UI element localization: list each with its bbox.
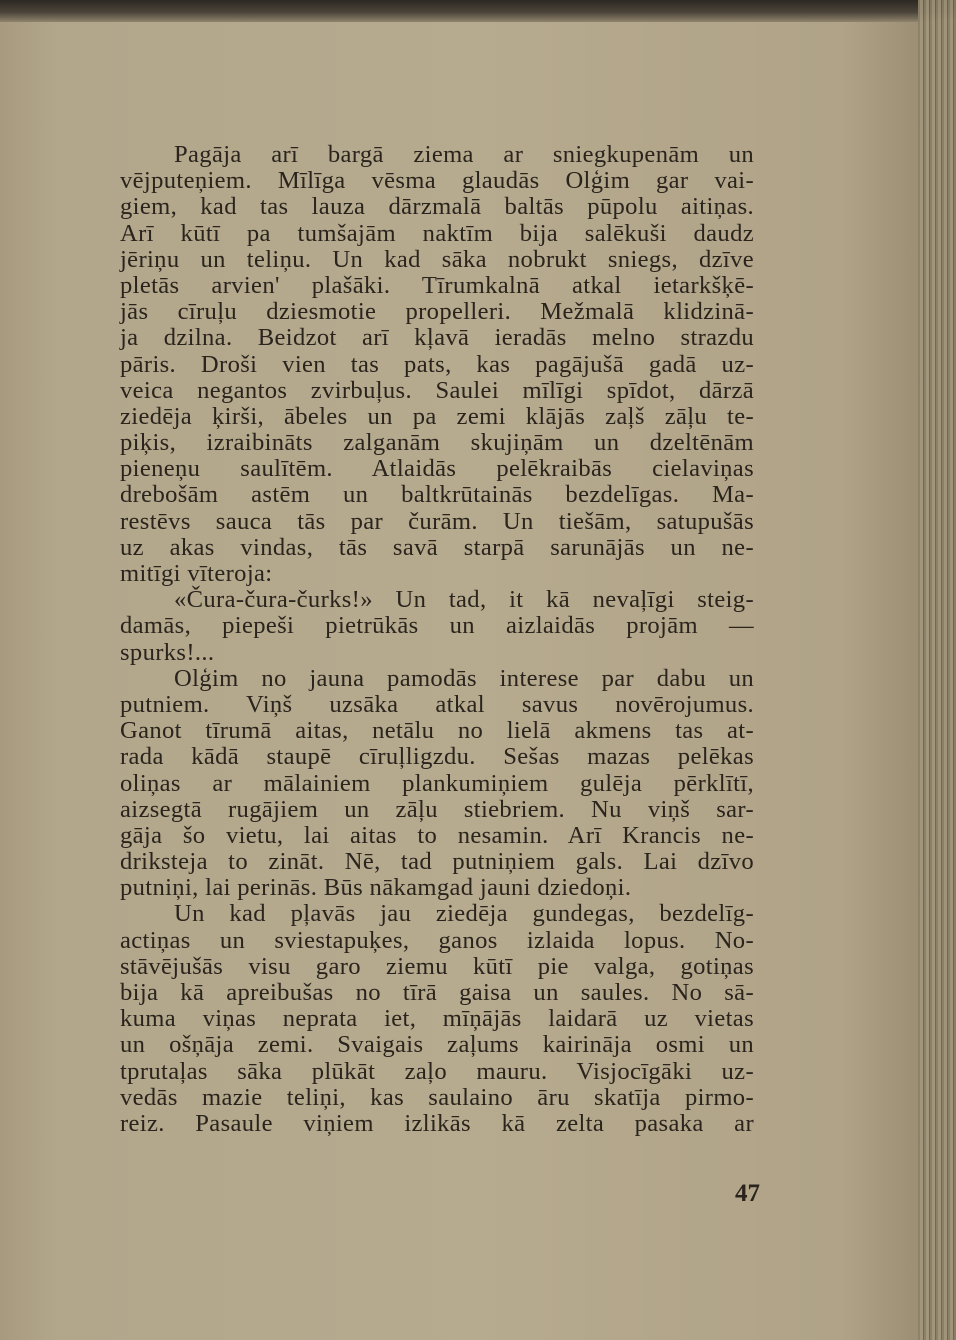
text-line: ja dzilna. Beidzot arī kļavā ieradās melno strazdu [120, 324, 754, 352]
text-line: putniņi, lai perinās. Būs nākamgad jauni dziedoņi. [120, 874, 632, 902]
text-line: mitīgi vīteroja: [120, 560, 273, 587]
text-line: kuma viņas neprata iet, mīņājās laidarā uz vietas [120, 1005, 754, 1033]
text-line: drebošām astēm un baltkrūtainās bezdelīgas. Ma- [120, 481, 754, 509]
text-line: vedās mazie teliņi, kas saulaino āru skatīja pirmo- [120, 1083, 754, 1111]
text-line: Pagāja arī bargā ziema ar sniegkupenām un [174, 141, 754, 168]
text-line: veica negantos zvirbuļus. Saulei mīlīgi spīdot, dārzā [120, 376, 754, 404]
text-line: jēriņu un teliņu. Un kad sāka nobrukt sniegs, dzīve [120, 245, 754, 273]
text-line: ziedēja ķirši, ābeles un pa zemi klājās zaļš zāļu te- [120, 402, 754, 430]
text-line: uz akas vindas, tās savā starpā sarunājās un ne- [120, 533, 754, 561]
text-line: aizsegtā rugājiem un zāļu stiebriem. Nu viņš sar- [120, 795, 754, 823]
text-line: Arī kūtī pa tumšajām naktīm bija salēkuši daudz [120, 219, 754, 247]
text-line: vējputeņiem. Mīlīga vēsma glaudās Olģim gar vai- [120, 167, 754, 195]
body-text [120, 142, 754, 1137]
text-line: gāja šo vietu, lai aitas to nesamin. Arī Krancis ne- [120, 821, 754, 849]
text-line: Un kad pļavās jau ziedēja gundegas, bezdelīg- [174, 900, 754, 928]
text-line: driksteja to zināt. Nē, tad putniņiem gals. Lai dzīvo [120, 848, 754, 876]
text-line: restēvs sauca tās par čurām. Un tiešām, satupušās [120, 507, 754, 535]
text-line: reiz. Pasaule viņiem izlikās kā zelta pasaka ar [120, 1109, 754, 1137]
text-line: rada kādā staupē cīruļligzdu. Sešas mazas pelēkas [120, 743, 754, 771]
text-line: pāris. Droši vien tas pats, kas pagājušā gadā uz- [120, 350, 754, 378]
text-line: putniem. Viņš uzsāka atkal savus novērojumus. [120, 690, 754, 718]
text-line: oliņas ar mālainiem plankumiņiem gulēja pērklītī, [120, 769, 754, 797]
text-line: Ganot tīrumā aitas, netālu no lielā akmens tas at- [120, 717, 754, 745]
text-line: Olģim no jauna pamodās interese par dabu un [174, 664, 754, 692]
text-line: jās cīruļu dziesmotie propelleri. Mežmalā klidzinā- [120, 298, 754, 326]
text-line: «Čura-čura-čurks!» Un tad, it kā nevaļīgi steig- [174, 586, 754, 614]
text-line: piķis, izraibināts zalganām skujiņām un dzeltēnām [120, 429, 754, 457]
text-line: tprutaļas sāka plūkāt zaļo mauru. Visjocīgāki uz- [120, 1057, 754, 1085]
text-line: giem, kad tas lauza dārzmalā baltās pūpolu aitiņas. [120, 193, 754, 221]
text-line: pieneņu saulītēm. Atlaidās pelēkraibās cielaviņas [120, 455, 754, 483]
text-line: spurks!... [120, 638, 215, 666]
page-top-shadow [0, 0, 956, 22]
page-edge-stack [918, 0, 956, 1340]
text-line: stāvējušās visu garo ziemu kūtī pie valga, gotiņas [120, 952, 754, 980]
text-line: bija kā apreibušas no tīrā gaisa un saules. No sā- [120, 979, 754, 1006]
text-line: un ošņāja zemi. Svaigais zaļums kairināja osmi un [120, 1031, 754, 1059]
text-line: damās, piepeši pietrūkās un aizlaidās projām — [120, 612, 754, 640]
page-number: 47 [735, 1180, 760, 1207]
text-line: actiņas un sviestapuķes, ganos izlaida lopus. No- [120, 926, 754, 954]
text-line: pletās arvien' plašāki. Tīrumkalnā atkal ietarkšķē- [120, 271, 754, 299]
